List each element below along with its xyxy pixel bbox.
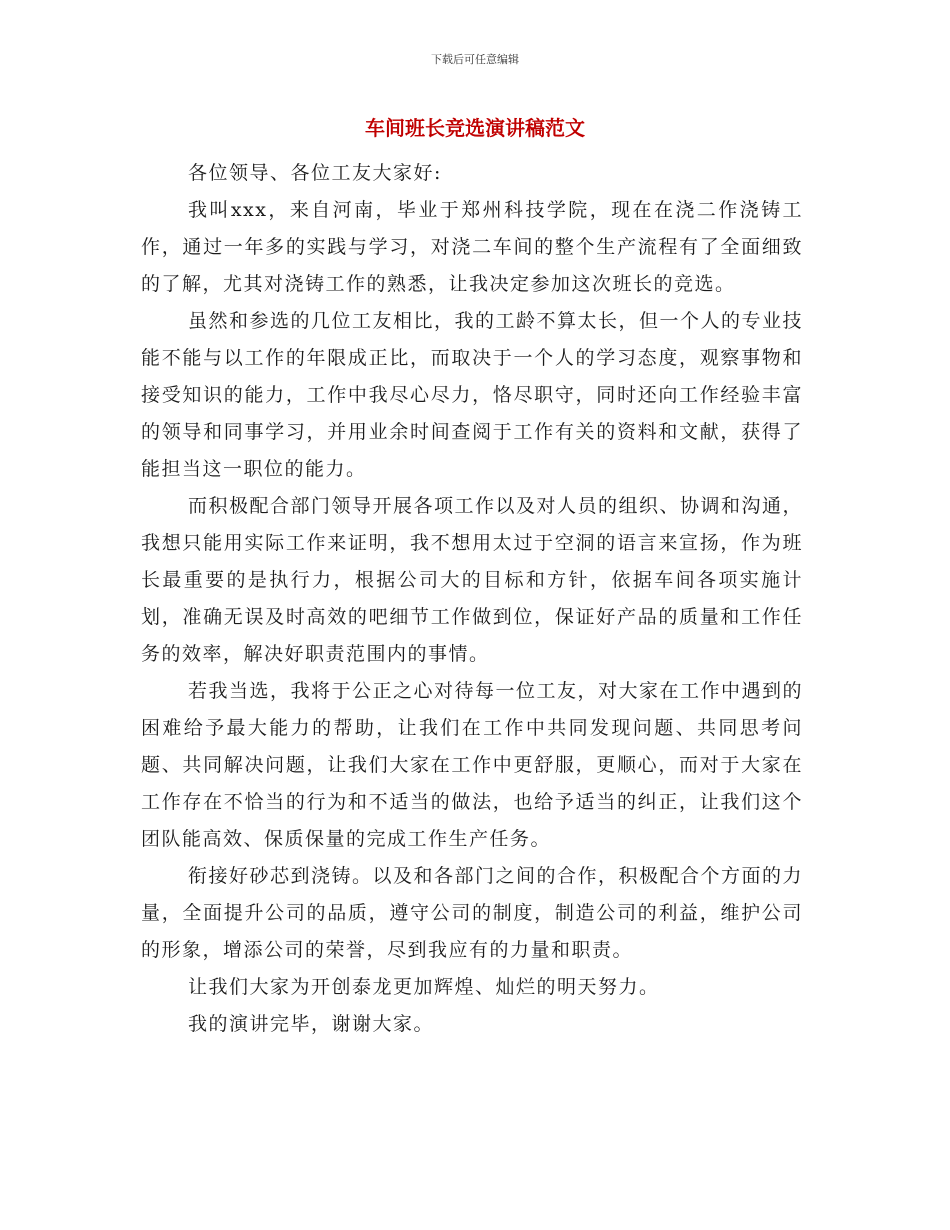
page-header: 下载后可任意编辑 [431,53,519,66]
paragraph: 若我当选，我将于公正之心对待每一位工友，对大家在工作中遇到的困难给予最大能力的帮助，让我们在工作中共同发现问题、共同思考问题、共同解决问题，让我们大家在工作中更舒服，更顺心，而对于大家在工作存在不恰当的行为和不适当的做法，也给予适当的纠正，让我们这个团队能高效、保质保量的完成工作生产任务。 [141,680,804,850]
paragraph: 而积极配合部门领导开展各项工作以及对人员的组织、协调和沟通，我想只能用实际工作来证明，我不想用太过于空洞的语言来宣扬，作为班长最重要的是执行力，根据公司大的目标和方针，依据车间各项实施计划，准确无误及时高效的吧细节工作做到位，保证好产品的质量和工作任务的效率，解决好职责范围内的事情。 [141,495,804,665]
paragraph-greeting: 各位领导、各位工友大家好: [188,162,442,184]
document-title: 车间班长竞选演讲稿范文 [365,116,585,140]
document-body [141,155,803,1043]
paragraph: 我叫xxx，来自河南，毕业于郑州科技学院，现在在浇二作浇铸工作，通过一年多的实践与学习，对浇二车间的整个生产流程有了全面细致的了解，尤其对浇铸工作的熟悉，让我决定参加这次班长的竞选。 [141,199,803,295]
paragraph: 虽然和参选的几位工友相比，我的工龄不算太长，但一个人的专业技能不能与以工作的年限成正比，而取决于一个人的学习态度，观察事物和接受知识的能力，工作中我尽心尽力，恪尽职守，同时还向工作经验丰富的领导和同事学习，并用业余时间查阅于工作有关的资料和文献，获得了能担当这一职位的能力。 [141,310,804,480]
paragraph: 让我们大家为开创泰龙更加辉煌、灿烂的明天努力。 [188,976,660,998]
paragraph: 衔接好砂芯到浇铸。以及和各部门之间的合作，积极配合个方面的力量，全面提升公司的品质，遵守公司的制度，制造公司的利益，维护公司的形象，增添公司的荣誉，尽到我应有的力量和职责。 [141,865,804,961]
paragraph-closing: 我的演讲完毕，谢谢大家。 [188,1013,435,1035]
